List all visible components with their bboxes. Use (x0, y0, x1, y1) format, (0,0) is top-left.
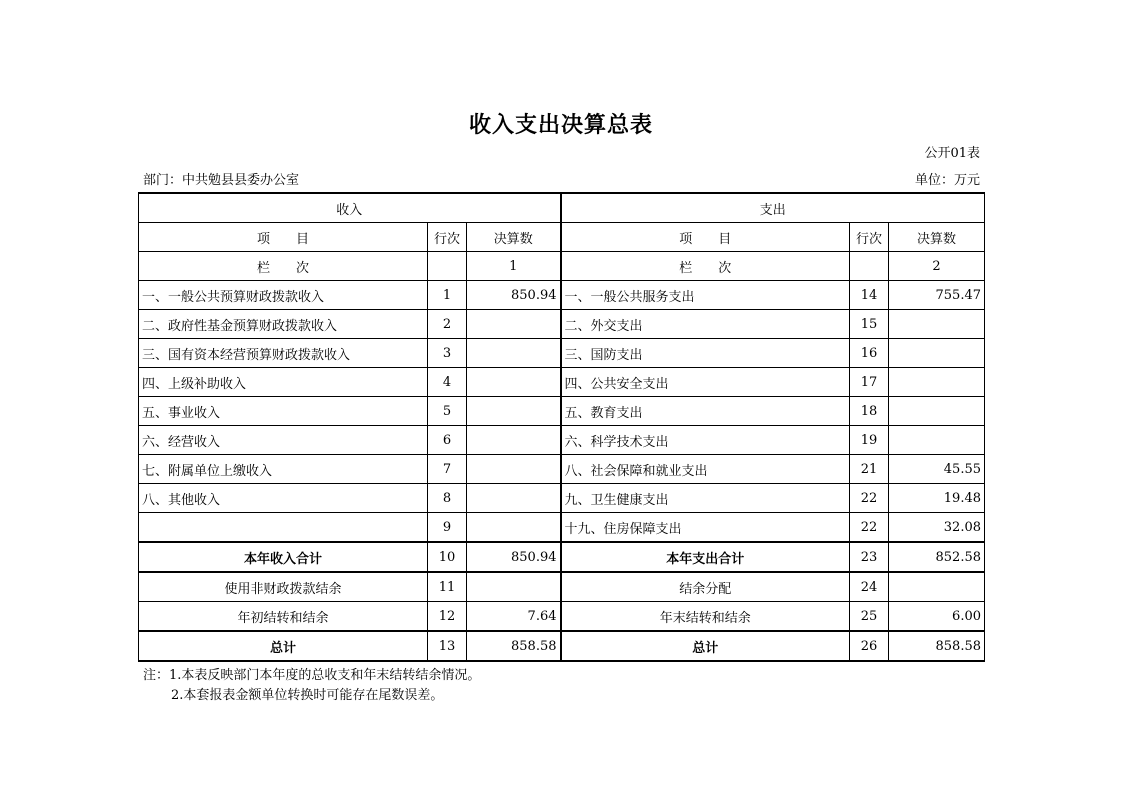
column-index-row (139, 252, 985, 281)
income-item: 四、上级补助收入 (139, 368, 428, 397)
income-row-no: 1 (428, 281, 467, 310)
income-item-header: 项 目 (139, 223, 428, 252)
income-amount (467, 339, 561, 368)
expense-item: 九、卫生健康支出 (561, 484, 850, 513)
expense-amount (889, 426, 985, 455)
grand-income-value: 858.58 (467, 631, 561, 661)
notes (143, 666, 480, 706)
expense-item: 三、国防支出 (561, 339, 850, 368)
expense-amount: 19.48 (889, 484, 985, 513)
expense-rowno-header: 行次 (850, 223, 889, 252)
income-item: 六、经营收入 (139, 426, 428, 455)
expense-column-label: 栏 次 (561, 252, 850, 281)
table-header-row (139, 193, 985, 223)
expense-column-index: 2 (889, 252, 985, 281)
income-amount (467, 426, 561, 455)
expense-row-no: 19 (850, 426, 889, 455)
table-subheader-row (139, 223, 985, 252)
income-column-label: 栏 次 (139, 252, 428, 281)
table-row (139, 397, 985, 426)
expense-item: 五、教育支出 (561, 397, 850, 426)
total-income-value: 850.94 (467, 542, 561, 572)
expense-amount: 755.47 (889, 281, 985, 310)
income-row-no: 2 (428, 310, 467, 339)
note-1: 注：1.本表反映部门本年度的总收支和年末结转结余情况。 (143, 668, 481, 683)
income-item: 一、一般公共预算财政拨款收入 (139, 281, 428, 310)
income-row-no: 3 (428, 339, 467, 368)
nonfiscal-label: 使用非财政拨款结余 (139, 572, 428, 602)
expense-amount: 45.55 (889, 455, 985, 484)
grand-expense-label: 总计 (561, 631, 850, 661)
table-row (139, 484, 985, 513)
income-item: 八、其他收入 (139, 484, 428, 513)
note-2: 2.本套报表金额单位转换时可能存在尾数误差。 (171, 688, 444, 703)
expense-item: 一、一般公共服务支出 (561, 281, 850, 310)
expense-row-no: 21 (850, 455, 889, 484)
expense-amount (889, 397, 985, 426)
unit-label: 单位：万元 (914, 173, 980, 188)
income-row-no: 6 (428, 426, 467, 455)
expense-item: 十九、住房保障支出 (561, 513, 850, 543)
income-column-empty (428, 252, 467, 281)
income-item: 三、国有资本经营预算财政拨款收入 (139, 339, 428, 368)
income-item: 七、附属单位上缴收入 (139, 455, 428, 484)
department-label: 部门：中共勉县县委办公室 (143, 173, 300, 188)
expense-row-no: 22 (850, 484, 889, 513)
table-row (139, 513, 985, 543)
table-row (139, 426, 985, 455)
begin-balance-label: 年初结转和结余 (139, 602, 428, 632)
form-code: 公开01表 (924, 146, 980, 161)
expense-row-no: 16 (850, 339, 889, 368)
balance-row (139, 602, 985, 632)
table-row (139, 368, 985, 397)
income-amount (467, 310, 561, 339)
surplus-dist-label: 结余分配 (561, 572, 850, 602)
expense-amount: 32.08 (889, 513, 985, 543)
table-row (139, 310, 985, 339)
surplus-dist-value (889, 572, 985, 602)
total-expense-label: 本年支出合计 (561, 542, 850, 572)
income-row-no: 7 (428, 455, 467, 484)
total-expense-no: 23 (850, 542, 889, 572)
income-amount (467, 484, 561, 513)
end-balance-label: 年末结转和结余 (561, 602, 850, 632)
income-column-index: 1 (467, 252, 561, 281)
expense-item-header: 项 目 (561, 223, 850, 252)
grand-expense-value: 858.58 (889, 631, 985, 661)
page-title: 收入支出决算总表 (468, 112, 653, 138)
total-income-no: 10 (428, 542, 467, 572)
expense-item: 四、公共安全支出 (561, 368, 850, 397)
expense-amount-header: 决算数 (889, 223, 985, 252)
expense-row-no: 18 (850, 397, 889, 426)
expense-column-empty (850, 252, 889, 281)
income-amount (467, 513, 561, 543)
income-amount (467, 368, 561, 397)
expense-amount (889, 368, 985, 397)
begin-balance-value: 7.64 (467, 602, 561, 632)
total-income-label: 本年收入合计 (139, 542, 428, 572)
table-row (139, 281, 985, 310)
income-expense-table (138, 192, 985, 662)
expense-row-no: 17 (850, 368, 889, 397)
income-header: 收入 (139, 193, 561, 223)
expense-row-no: 22 (850, 513, 889, 543)
surplus-dist-no: 24 (850, 572, 889, 602)
income-amount (467, 397, 561, 426)
table-row (139, 455, 985, 484)
expense-item: 六、科学技术支出 (561, 426, 850, 455)
income-amount: 850.94 (467, 281, 561, 310)
income-row-no: 9 (428, 513, 467, 543)
expense-item: 二、外交支出 (561, 310, 850, 339)
total-expense-value: 852.58 (889, 542, 985, 572)
income-row-no: 8 (428, 484, 467, 513)
nonfiscal-no: 11 (428, 572, 467, 602)
nonfiscal-row (139, 572, 985, 602)
end-balance-no: 25 (850, 602, 889, 632)
grand-income-no: 13 (428, 631, 467, 661)
expense-header: 支出 (561, 193, 985, 223)
nonfiscal-value (467, 572, 561, 602)
expense-amount (889, 310, 985, 339)
expense-row-no: 15 (850, 310, 889, 339)
grand-total-row (139, 631, 985, 661)
grand-expense-no: 26 (850, 631, 889, 661)
expense-amount (889, 339, 985, 368)
income-item (139, 513, 428, 543)
income-row-no: 4 (428, 368, 467, 397)
income-amount-header: 决算数 (467, 223, 561, 252)
table-row (139, 339, 985, 368)
annual-total-row (139, 542, 985, 572)
expense-row-no: 14 (850, 281, 889, 310)
income-row-no: 5 (428, 397, 467, 426)
end-balance-value: 6.00 (889, 602, 985, 632)
income-item: 五、事业收入 (139, 397, 428, 426)
grand-income-label: 总计 (139, 631, 428, 661)
income-rowno-header: 行次 (428, 223, 467, 252)
income-amount (467, 455, 561, 484)
expense-item: 八、社会保障和就业支出 (561, 455, 850, 484)
income-item: 二、政府性基金预算财政拨款收入 (139, 310, 428, 339)
begin-balance-no: 12 (428, 602, 467, 632)
